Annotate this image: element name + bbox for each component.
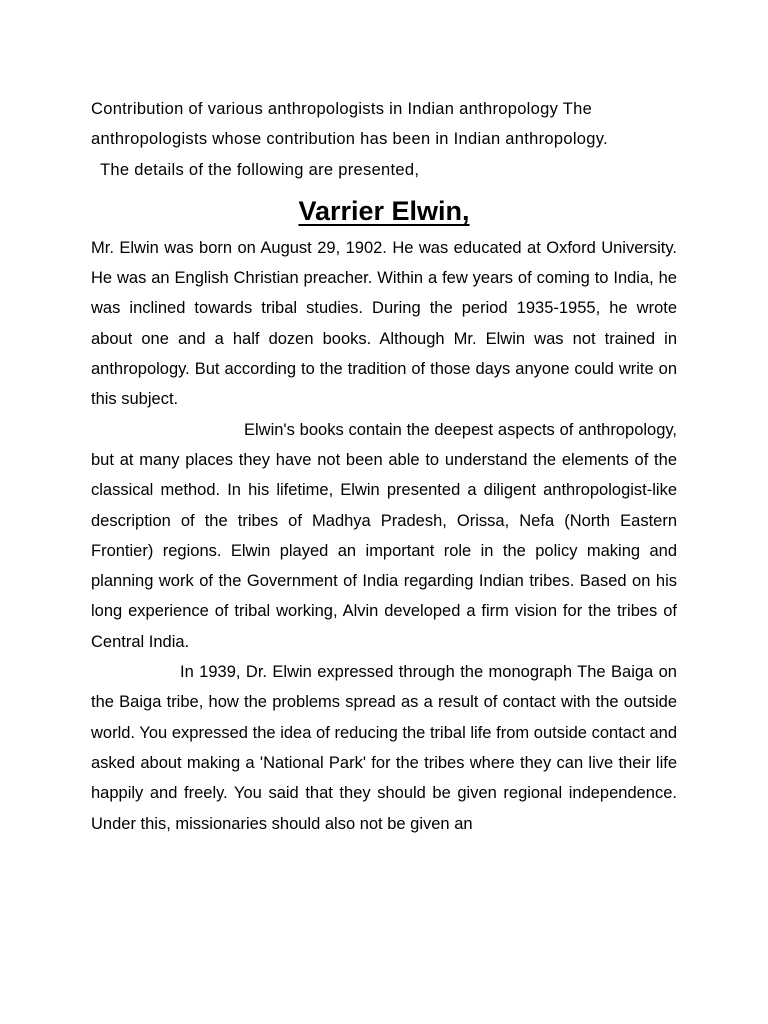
intro-line-2: anthropologists whose contribution has been in Indian anthropology. (91, 130, 608, 149)
intro-line-3: The details of the following are presented, (100, 160, 420, 179)
body-paragraph-3: In 1939, Dr. Elwin expressed through the monograph The Baiga on the Baiga tribe, how the problems spread as a result of contact with the outside world. You expressed the idea of reducing the tribal life from outside contact and asked about making a 'National Park' for the tribes where they can live their life happily and freely. You said that they should be given regional independence. Under this, missionaries should also not be given an (91, 663, 677, 833)
body-paragraph-1: Mr. Elwin was born on August 29, 1902. He was educated at Oxford University. He was an English Christian preacher. Within a few years of coming to India, he was inclined towards tribal studies. During the period 1935-1955, he wrote about one and a half dozen books. Although Mr. Elwin was not trained in anthropology. But according to the tradition of those days anyone could write on this subject. (91, 238, 677, 409)
document-page (91, 94, 677, 839)
intro-paragraph (91, 94, 677, 185)
body-paragraph-2: Elwin's books contain the deepest aspects of anthropology, but at many places they have not been able to understand the elements of the classical method. In his lifetime, Elwin presented a diligent anthropologist-like description of the tribes of Madhya Pradesh, Orissa, Nefa (North Eastern Frontier) regions. Elwin played an important role in the policy making and planning work of the Government of India regarding Indian tribes. Based on his long experience of tribal working, Alvin developed a firm vision for the tribes of Central India. (91, 420, 677, 651)
intro-line-1: Contribution of various anthropologists in Indian anthropology The (91, 100, 593, 118)
section-heading-text: Varrier Elwin, (298, 195, 470, 226)
section-heading (91, 189, 677, 233)
